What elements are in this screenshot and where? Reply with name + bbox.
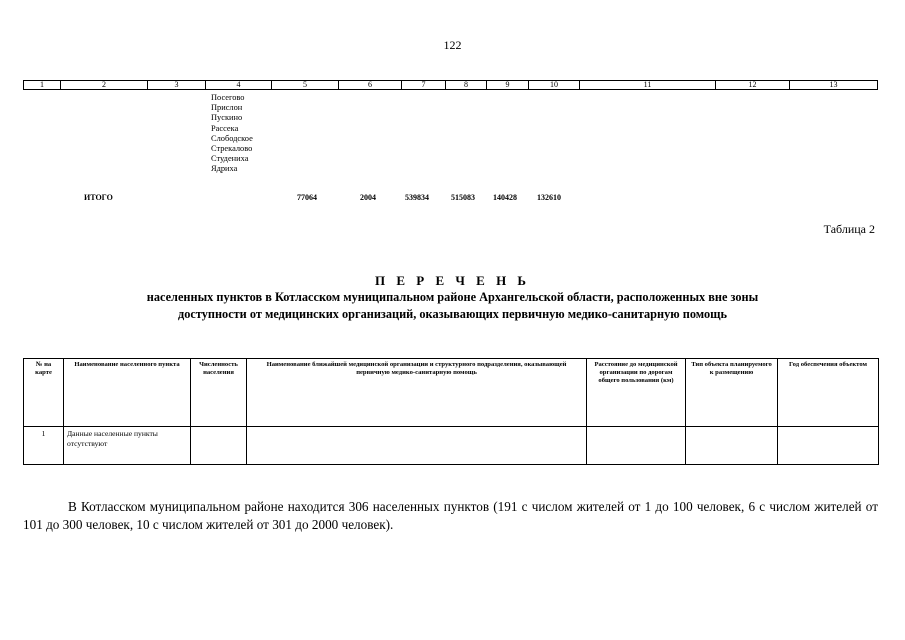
column-number-strip: [23, 80, 878, 90]
column-number: 2: [61, 81, 148, 89]
column-header-population: Численность населения: [191, 359, 247, 427]
table-row: [24, 427, 879, 465]
column-number: 10: [529, 81, 580, 89]
column-number: 12: [716, 81, 790, 89]
settlement-name: Прислон: [211, 103, 243, 113]
page-number: 122: [443, 38, 462, 52]
column-header-medical-org: Наименование ближайшей медицинской организации и структурного подразделения, оказывающей первичную медико-санитарную помощь: [247, 359, 587, 427]
column-header-distance: Расстояние до медицинской организации по дорогам общего пользования (км): [587, 359, 686, 427]
column-number: 4: [206, 81, 272, 89]
settlement-name: Студениха: [211, 154, 249, 164]
column-header-year: Год обеспечения объектом: [778, 359, 879, 427]
settlements-table: [23, 358, 879, 465]
column-number: 3: [148, 81, 206, 89]
column-number: 11: [580, 81, 716, 89]
row-settlement-name: Данные населенные пункты отсутствуют: [64, 427, 191, 465]
settlement-name: Рассека: [211, 123, 239, 133]
total-value: 132610: [537, 193, 561, 202]
column-number: 9: [487, 81, 529, 89]
total-value: 140428: [493, 193, 517, 202]
settlement-name: Слободское: [211, 133, 253, 143]
column-header-object-type: Тип объекта планируемого к размещению: [686, 359, 778, 427]
settlement-name: Посегово: [211, 93, 245, 102]
column-number: 7: [402, 81, 446, 89]
total-value: 77064: [297, 193, 317, 202]
column-number: 1: [24, 81, 61, 89]
settlement-name: Ядриха: [211, 164, 238, 174]
total-label: ИТОГО: [84, 193, 113, 202]
total-value: 515083: [451, 193, 475, 202]
settlement-name: Стрекалово: [211, 144, 253, 154]
table-caption: Таблица 2: [823, 222, 875, 236]
total-value: 539834: [405, 193, 429, 202]
column-number: 5: [272, 81, 339, 89]
column-number: 6: [339, 81, 402, 89]
column-number: 8: [446, 81, 487, 89]
row-object-type: [686, 427, 778, 465]
column-header-number: № на карте: [24, 359, 64, 427]
column-number: 13: [829, 80, 838, 89]
row-distance: [587, 427, 686, 465]
total-value: 2004: [360, 193, 376, 202]
heading-title: П Е Р Е Ч Е Н Ь: [374, 273, 531, 288]
heading-line: населенных пунктов в Котласском муниципальном районе Архангельской области, расположенных вне зоны: [146, 290, 759, 304]
column-header-name: Наименование населенного пункта: [64, 359, 191, 427]
document-heading: [0, 272, 905, 323]
table-header-row: [24, 359, 879, 427]
row-population: [191, 427, 247, 465]
summary-paragraph: В Котласском муниципальном районе находится 306 населенных пунктов (191 с числом жителей от 1 до 100 человек, 6 с числом жителей от 101 до 300 человек, 10 с числом жителей от 301 до 2000 человек).: [23, 499, 878, 532]
row-number: 1: [24, 427, 64, 465]
settlement-name: Пускино: [211, 113, 243, 123]
settlement-list: [211, 93, 253, 175]
row-medical-org: [247, 427, 587, 465]
heading-line: доступности от медицинских организаций, оказывающих первичную медико-санитарную помощь: [178, 307, 727, 321]
row-year: [778, 427, 879, 465]
